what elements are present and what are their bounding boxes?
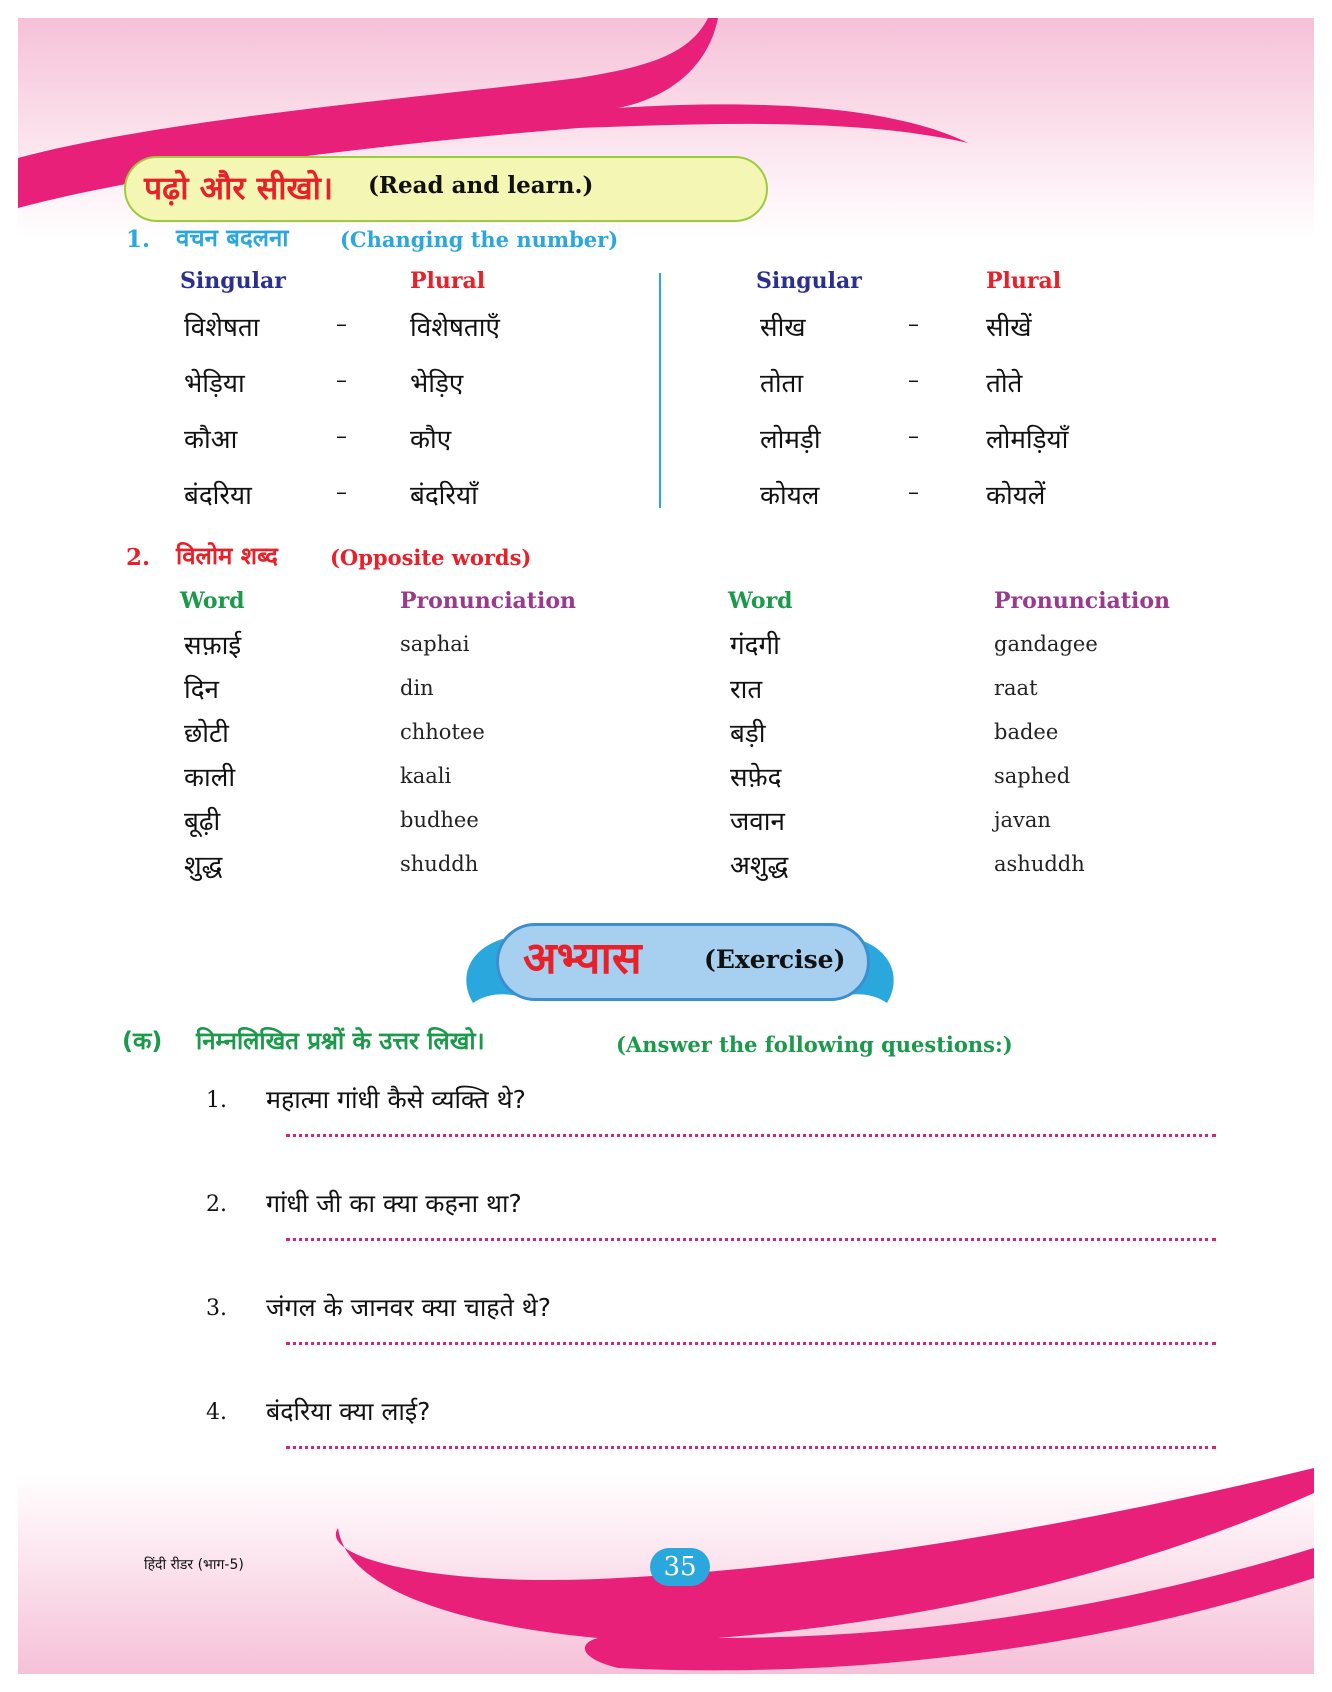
opposite-word: दिन: [184, 675, 219, 705]
question-text: बंदरिया क्या लाई?: [266, 1397, 431, 1426]
opposite-word: रात: [730, 675, 763, 705]
dash-separator: –: [336, 312, 347, 337]
singular-word: लोमड़ी: [760, 425, 821, 455]
header-pronunciation-right: Pronunciation: [994, 588, 1170, 614]
question-number: 4.: [206, 1400, 227, 1425]
answer-line[interactable]: [286, 1134, 1216, 1137]
section-ka-label: (क): [122, 1027, 163, 1055]
header-singular-left: Singular: [180, 268, 286, 294]
section-ka-heading-english: (Answer the following questions:): [616, 1032, 1013, 1057]
answer-line[interactable]: [286, 1238, 1216, 1241]
section-ka-heading-hindi: निम्नलिखित प्रश्नों के उत्तर लिखो।: [196, 1027, 485, 1055]
dash-separator: –: [336, 368, 347, 393]
page-number: 35: [650, 1548, 710, 1586]
question-text: गांधी जी का क्या कहना था?: [266, 1189, 522, 1218]
opposite-word: जवान: [730, 807, 785, 837]
exercise-badge-wings: [18, 18, 1314, 1674]
pronunciation-text: badee: [994, 720, 1059, 744]
question-text: जंगल के जानवर क्या चाहते थे?: [266, 1293, 552, 1322]
header-word-right: Word: [728, 588, 793, 614]
dash-separator: –: [908, 312, 919, 337]
pronunciation-text: shuddh: [400, 852, 479, 876]
header-plural-left: Plural: [410, 268, 486, 294]
pronunciation-text: kaali: [400, 764, 452, 788]
question-text: महात्मा गांधी कैसे व्यक्ति थे?: [266, 1085, 526, 1114]
plural-word: भेड़िए: [410, 369, 464, 399]
title-english: (Read and learn.): [368, 172, 594, 199]
header-singular-right: Singular: [756, 268, 862, 294]
plural-word: तोते: [986, 369, 1023, 399]
plural-word: लोमड़ियाँ: [986, 425, 1069, 455]
opposite-word: छोटी: [184, 719, 229, 749]
singular-word: तोता: [760, 369, 804, 399]
pronunciation-text: din: [400, 676, 434, 700]
footer-book-title: हिंदी रीडर (भाग-5): [144, 1557, 244, 1573]
opposite-word: शुद्ध: [184, 851, 223, 881]
header-pronunciation-left: Pronunciation: [400, 588, 576, 614]
opposite-word: काली: [184, 763, 236, 793]
exercise-title-hindi: अभ्यास: [523, 933, 642, 984]
singular-word: कोयल: [760, 481, 820, 511]
dash-separator: –: [908, 480, 919, 505]
question-number: 3.: [206, 1296, 227, 1321]
plural-word: कोयलें: [986, 481, 1046, 511]
dash-separator: –: [908, 424, 919, 449]
singular-word: सीख: [760, 313, 806, 343]
answer-line[interactable]: [286, 1342, 1216, 1345]
opposite-word: सफ़ाई: [184, 631, 242, 661]
section1-number: 1.: [126, 226, 151, 253]
plural-word: बंदरियाँ: [410, 481, 478, 511]
dash-separator: –: [908, 368, 919, 393]
section2-heading-english: (Opposite words): [330, 545, 532, 570]
opposite-word: गंदगी: [730, 631, 780, 661]
answer-line[interactable]: [286, 1446, 1216, 1449]
pronunciation-text: gandagee: [994, 632, 1098, 656]
pronunciation-text: saphed: [994, 764, 1071, 788]
pronunciation-text: raat: [994, 676, 1038, 700]
singular-word: भेड़िया: [184, 369, 245, 399]
section1-heading-hindi: वचन बदलना: [176, 224, 289, 252]
singular-word: बंदरिया: [184, 481, 252, 511]
exercise-title-english: (Exercise): [704, 945, 846, 974]
title-hindi: पढ़ो और सीखो।: [144, 169, 334, 207]
section1-heading-english: (Changing the number): [340, 227, 619, 252]
pronunciation-text: budhee: [400, 808, 479, 832]
singular-word: कौआ: [184, 425, 238, 455]
opposite-word: अशुद्ध: [730, 851, 789, 881]
singular-word: विशेषता: [184, 313, 260, 343]
workbook-page: [18, 18, 1314, 1674]
dash-separator: –: [336, 424, 347, 449]
opposite-word: बड़ी: [730, 719, 766, 749]
opposite-word: बूढ़ी: [184, 807, 221, 837]
opposite-word: सफ़ेद: [730, 763, 782, 793]
header-word-left: Word: [180, 588, 245, 614]
pronunciation-text: chhotee: [400, 720, 485, 744]
section2-number: 2.: [126, 544, 151, 571]
section2-heading-hindi: विलोम शब्द: [176, 542, 278, 570]
plural-word: विशेषताएँ: [410, 313, 500, 343]
header-plural-right: Plural: [986, 268, 1062, 294]
plural-word: कौए: [410, 425, 452, 455]
pronunciation-text: ashuddh: [994, 852, 1085, 876]
pronunciation-text: javan: [994, 808, 1051, 832]
question-number: 1.: [206, 1088, 227, 1113]
dash-separator: –: [336, 480, 347, 505]
plural-word: सीखें: [986, 313, 1032, 343]
pronunciation-text: saphai: [400, 632, 470, 656]
question-number: 2.: [206, 1192, 227, 1217]
